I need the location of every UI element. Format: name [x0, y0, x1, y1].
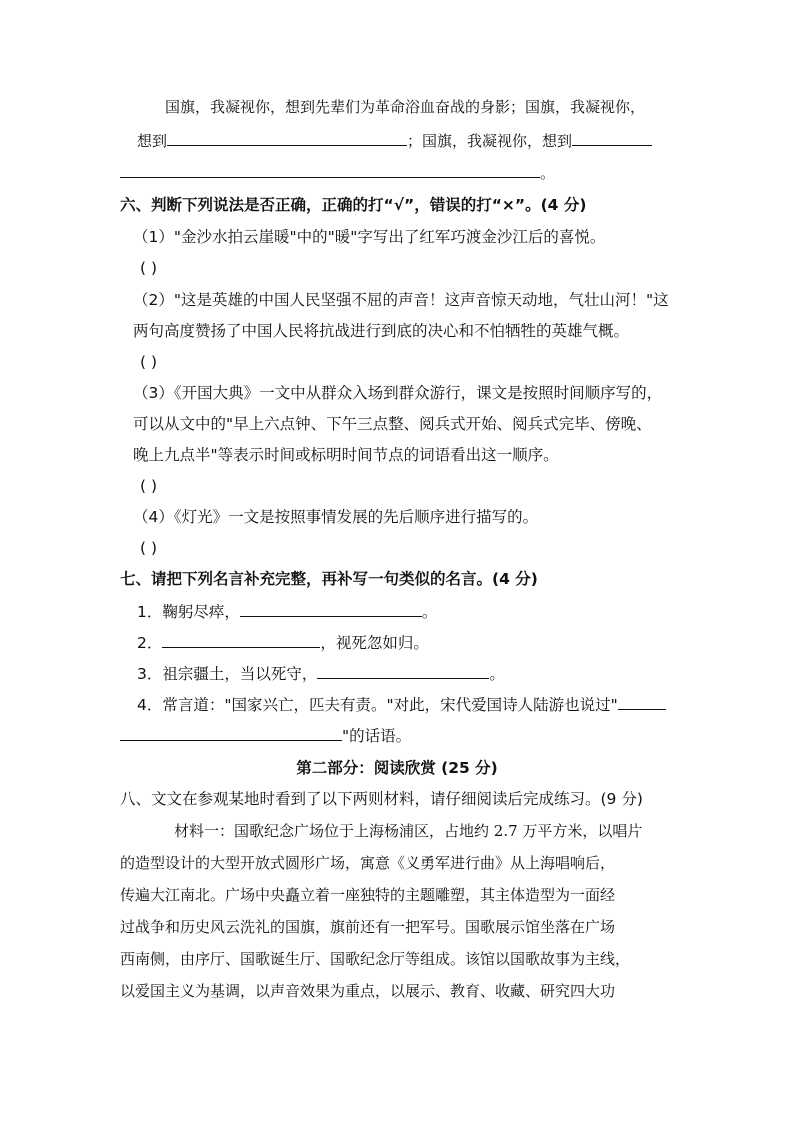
- q6-item-1-answer-paren[interactable]: ( ): [140, 259, 158, 277]
- q7-item-2-text: 2．: [137, 634, 163, 652]
- answer-blank[interactable]: [572, 130, 652, 146]
- q7-item-4-text: 4．常言道："国家兴亡，匹夫有责。"对此，宋代爱国诗人陆游也说过": [137, 696, 618, 714]
- q7-item-2-end: ，视死忽如归。: [320, 634, 429, 652]
- answer-blank[interactable]: [120, 725, 342, 741]
- part-2-title: 第二部分：阅读欣赏 (25 分): [296, 759, 498, 777]
- material-line-5: 西南侧，由序厅、国歌诞生厅、国歌纪念厅等组成。该馆以国歌故事为主线，: [120, 950, 631, 968]
- material-line-6: 以爱国主义为基调，以声音效果为重点，以展示、教育、收藏、研究四大功: [120, 982, 616, 1000]
- poem-line-3-end: 。: [540, 164, 556, 182]
- answer-blank[interactable]: [120, 162, 540, 178]
- q6-item-4-answer-paren[interactable]: ( ): [140, 539, 158, 557]
- q7-item-4-end: "的话语。: [342, 727, 412, 745]
- answer-blank[interactable]: [162, 632, 320, 648]
- q6-item-3-line-1: （3）《开国大典》一文中从群众入场到群众游行，课文是按照时间顺序写的，: [133, 384, 663, 402]
- answer-blank[interactable]: [240, 601, 422, 617]
- answer-blank[interactable]: [317, 663, 489, 679]
- material-line-4: 过战争和历史风云洗礼的国旗，旗前还有一把军号。国歌展示馆坐落在广场: [120, 918, 616, 936]
- q7-item-3-end: 。: [489, 665, 505, 683]
- q6-item-2-answer-paren[interactable]: ( ): [140, 353, 158, 371]
- poem-line-3: [120, 162, 555, 183]
- material-line-2: 的造型设计的大型开放式圆形广场，寓意《义勇军进行曲》从上海唱响后，: [120, 854, 616, 872]
- poem-line-1: 国旗，我凝视你，想到先辈们为革命浴血奋战的身影；国旗，我凝视你，: [165, 98, 646, 116]
- material-line-1: 材料一：国歌纪念广场位于上海杨浦区，占地约 2.7 万平方米，以唱片: [174, 822, 643, 840]
- q7-item-3: [137, 663, 505, 684]
- material-line-3: 传遍大江南北。广场中央矗立着一座独特的主题雕塑，其主体造型为一面经: [120, 886, 616, 904]
- q6-item-4-line-1: （4）《灯光》一文是按照事情发展的先后顺序进行描写的。: [133, 508, 539, 526]
- q7-item-2: [137, 632, 429, 653]
- q6-item-2-line-2: 两句高度赞扬了中国人民将抗战进行到底的决心和不怕牺牲的英雄气概。: [133, 322, 630, 340]
- q7-item-1-end: 。: [421, 603, 438, 621]
- answer-blank[interactable]: [618, 694, 666, 710]
- poem-line-2: [137, 130, 652, 151]
- q6-item-3-answer-paren[interactable]: ( ): [140, 477, 158, 495]
- q6-item-2-line-1: （2）"这是英雄的中国人民坚强不屈的声音！这声音惊天动地，气壮山河！"这: [133, 291, 669, 309]
- q6-item-3-line-2: 可以从文中的"早上六点钟、下午三点整、阅兵式开始、阅兵式完毕、傍晚、: [133, 415, 652, 433]
- section-7-heading: 七、请把下列名言补充完整，再补写一句类似的名言。(4 分): [120, 570, 538, 588]
- q7-item-4: [137, 694, 666, 715]
- section-6-heading: 六、判断下列说法是否正确，正确的打“√”，错误的打“×”。(4 分): [120, 196, 587, 214]
- answer-blank[interactable]: [167, 130, 407, 146]
- q7-item-4-continued: [120, 725, 411, 746]
- q6-item-1-line-1: （1）"金沙水拍云崖暖"中的"暖"字写出了红军巧渡金沙江后的喜悦。: [133, 228, 606, 246]
- q7-item-1-text: 1．鞠躬尽瘁，: [137, 603, 240, 621]
- poem-line-2-middle: ；国旗，我凝视你，想到: [407, 132, 573, 150]
- poem-line-2-start: 想到: [137, 132, 168, 150]
- section-8-heading: 八、文文在参观某地时看到了以下两则材料，请仔细阅读后完成练习。(9 分): [120, 790, 643, 808]
- q7-item-1: [137, 601, 437, 622]
- q7-item-3-text: 3．祖宗疆土，当以死守，: [137, 665, 318, 683]
- q6-item-3-line-3: 晚上九点半"等表示时间或标明时间节点的词语看出这一顺序。: [133, 446, 559, 464]
